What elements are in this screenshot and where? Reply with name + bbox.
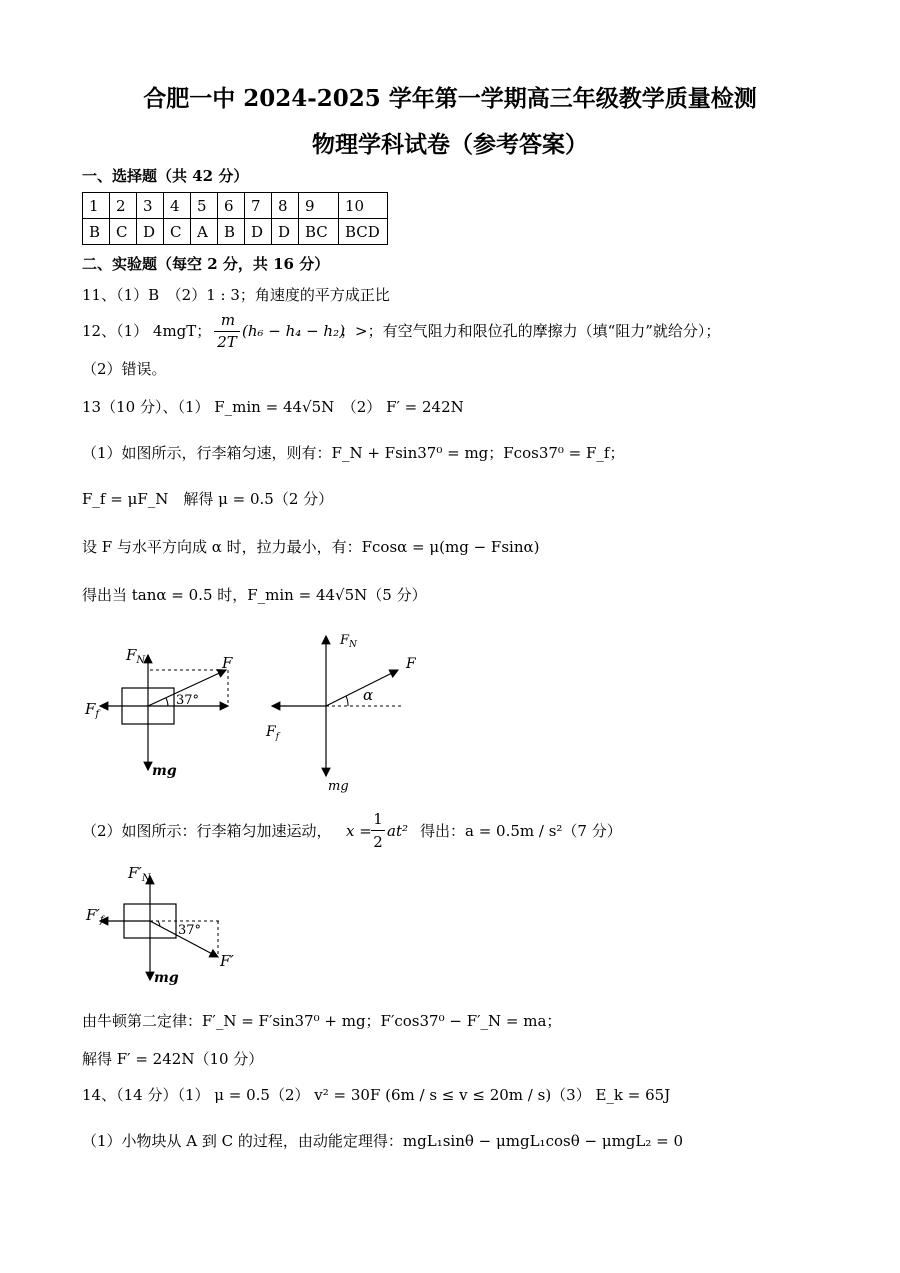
section1-heading: 一、选择题（共 42 分） xyxy=(82,167,249,185)
table-cell: BCD xyxy=(339,219,388,245)
table-cell: D xyxy=(137,219,164,245)
q13-line5: 得出当 tanα = 0.5 时，F_min = 44√5N（5 分） xyxy=(82,586,427,604)
table-cell: 7 xyxy=(245,193,272,219)
table-cell: BC xyxy=(299,219,339,245)
q12-expression: (h₆ − h₄ − h₂) xyxy=(242,322,345,340)
q13-line4: 设 F 与水平方向成 α 时，拉力最小，有：Fcosα = μ(mg − Fsinα) xyxy=(82,538,540,556)
table-cell: A xyxy=(191,219,218,245)
table-cell: D xyxy=(245,219,272,245)
label-f: F xyxy=(406,656,416,672)
q13-line2: （1）如图所示，行李箱匀速，则有：F_N + Fsin37⁰ = mg；Fcos37⁰ = F_f； xyxy=(82,444,625,462)
q12-fraction-numerator: m xyxy=(220,311,236,329)
force-diagram-general xyxy=(262,630,422,795)
force-diagram-accelerating xyxy=(82,862,252,992)
section2-heading: 二、实验题（每空 2 分，共 16 分） xyxy=(82,255,330,273)
q13-line7: 由牛顿第二定律：F′_N = F′sin37⁰ + mg；F′cos37⁰ − F′_N = ma； xyxy=(82,1012,562,1030)
q13-line8: 解得 F′ = 242N（10 分） xyxy=(82,1050,264,1068)
table-cell: C xyxy=(110,219,137,245)
table-cell: B xyxy=(83,219,110,245)
angle-label: α xyxy=(363,686,374,704)
table-cell: 4 xyxy=(164,193,191,219)
q14-line2: （1）小物块从 A 到 C 的过程，由动能定理得：mgL₁sinθ − μmgL₁cosθ − μmgL₂ = 0 xyxy=(82,1132,684,1150)
q13-line6-x: x = xyxy=(346,822,372,840)
q13-line6-at2: at² xyxy=(387,822,408,840)
q13-line6-suffix: 得出：a = 0.5m / s²（7 分） xyxy=(420,822,622,840)
table-cell: 5 xyxy=(191,193,218,219)
label-fn: $F_N$ xyxy=(126,646,146,666)
q11-answer: 11、（1）B （2）1 : 3；角速度的平方成正比 xyxy=(82,286,390,304)
table-cell: C xyxy=(164,219,191,245)
q12-fraction-denominator: 2T xyxy=(217,333,237,351)
label-mg: mg xyxy=(152,763,177,779)
angle-label: 37° xyxy=(178,923,202,938)
label-f: F xyxy=(222,654,233,672)
label-ff: $F_f$ xyxy=(266,724,280,742)
angle-arc xyxy=(346,696,348,706)
exam-title: 合肥一中 2024-2025 学年第一学期高三年级教学质量检测 xyxy=(143,85,757,112)
label-fn: $F_N$ xyxy=(340,633,357,650)
label-fn: $F'_N$ xyxy=(128,864,151,884)
fraction-bar xyxy=(371,830,385,831)
table-cell: 1 xyxy=(83,193,110,219)
force-diagram-uniform xyxy=(80,640,260,790)
label-mg: mg xyxy=(154,970,179,986)
table-cell: 2 xyxy=(110,193,137,219)
fraction-numerator: 1 xyxy=(373,810,383,828)
q12-prefix: 12、（1） 4mgT； xyxy=(82,322,212,340)
answer-table-answers-row xyxy=(83,219,388,245)
label-mg: mg xyxy=(328,779,349,794)
exam-subtitle: 物理学科试卷（参考答案） xyxy=(312,131,588,158)
table-cell: 9 xyxy=(299,193,339,219)
answer-table xyxy=(82,192,388,245)
angle-label: 37° xyxy=(176,693,200,708)
q13-summary: 13（10 分）、（1） F_min = 44√5N （2） F′ = 242N xyxy=(82,398,464,416)
q13-line6-prefix: （2）如图所示：行李箱匀加速运动， xyxy=(82,822,332,840)
q12-part2: （2）错误。 xyxy=(82,360,167,378)
table-cell: 6 xyxy=(218,193,245,219)
label-f: F′ xyxy=(220,952,234,970)
fraction-bar xyxy=(214,331,240,332)
table-cell: D xyxy=(272,219,299,245)
label-ff: $F_f$ xyxy=(85,700,100,720)
fraction-denominator: 2 xyxy=(373,833,383,851)
table-cell: 3 xyxy=(137,193,164,219)
table-cell: 10 xyxy=(339,193,388,219)
pull-force-arrow xyxy=(326,670,398,706)
answer-table-numbers-row xyxy=(83,193,388,219)
table-cell: B xyxy=(218,219,245,245)
q13-line3: F_f = μF_N 解得 μ = 0.5（2 分） xyxy=(82,490,334,508)
angle-arc xyxy=(166,698,168,706)
label-ff: $F'_f$ xyxy=(86,906,104,926)
q14-summary: 14、（14 分）（1） μ = 0.5（2） v² = 30F (6m / s ≤ v ≤ 20m / s)（3） E_k = 65J xyxy=(82,1086,671,1104)
table-cell: 8 xyxy=(272,193,299,219)
q12-rest: ；>；有空气阻力和限位孔的摩擦力（填“阻力”就给分）； xyxy=(340,322,721,340)
